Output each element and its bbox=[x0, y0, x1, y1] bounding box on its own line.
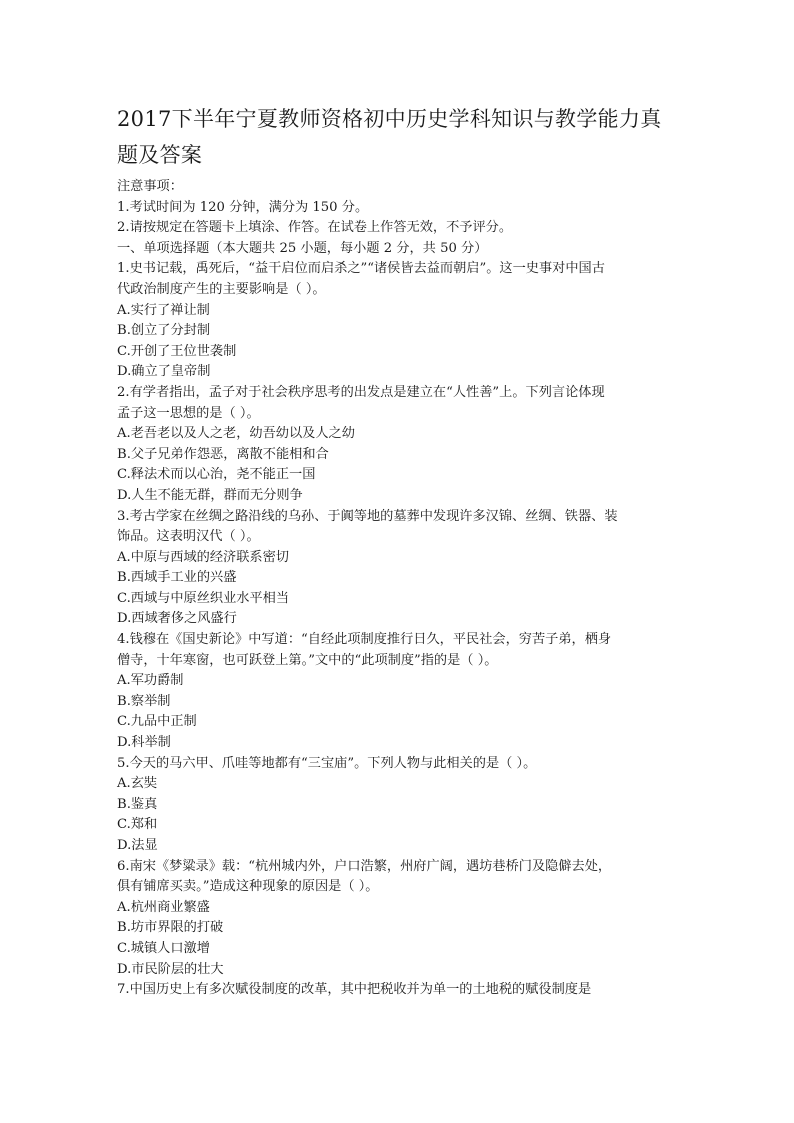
title-line: 题及答案 bbox=[117, 143, 203, 167]
question-7 bbox=[117, 980, 677, 1001]
stem-line: 4.钱穆在《国史新论》中写道：“自经此项制度推行日久，平民社会，穷苦子弟，栖身 bbox=[117, 632, 612, 648]
question-1 bbox=[117, 259, 677, 383]
option-c: C.城镇人口激增 bbox=[117, 940, 210, 956]
document-title bbox=[117, 101, 677, 173]
option-a: A.杭州商业繁盛 bbox=[117, 899, 210, 915]
document-body bbox=[117, 177, 677, 1001]
option-b: B.西域手工业的兴盛 bbox=[117, 570, 237, 586]
stem-line: 代政治制度产生的主要影响是（ ）。 bbox=[117, 281, 326, 297]
option-d: D.人生不能无群，群而无分则争 bbox=[117, 487, 303, 503]
question-stem bbox=[117, 383, 677, 424]
question-3 bbox=[117, 507, 677, 631]
question-6 bbox=[117, 857, 677, 981]
option-c: C.郑和 bbox=[117, 817, 158, 833]
option-b: B.坊市界限的打破 bbox=[117, 920, 224, 936]
option-d: D.科举制 bbox=[117, 735, 171, 751]
stem-line: 5.今天的马六甲、爪哇等地都有“三宝庙”。下列人物与此相关的是（ ）。 bbox=[117, 755, 537, 771]
option-d: D.法显 bbox=[117, 838, 158, 853]
stem-line: 2.有学者指出，孟子对于社会秩序思考的出发点是建立在“人性善”上。下列言论体现 bbox=[117, 384, 605, 400]
question-stem bbox=[117, 754, 677, 775]
question-4 bbox=[117, 630, 677, 754]
option-a: A.实行了禅让制 bbox=[117, 302, 210, 318]
option-c: C.九品中正制 bbox=[117, 714, 197, 730]
stem-line: 7.中国历史上有多次赋役制度的改革，其中把税收并为单一的土地税的赋役制度是 bbox=[117, 982, 592, 998]
option-a: A.老吾老以及人之老，幼吾幼以及人之幼 bbox=[117, 426, 355, 442]
title-line: 2017下半年宁夏教师资格初中历史学科知识与教学能力真 bbox=[117, 107, 662, 131]
option-c: C.开创了王位世袭制 bbox=[117, 343, 237, 359]
option-a: A.军功爵制 bbox=[117, 673, 184, 689]
question-stem bbox=[117, 630, 677, 671]
option-b: B.鉴真 bbox=[117, 796, 158, 812]
stem-line: 僧寺，十年寒窗，也可跃登上第。”文中的“此项制度”指的是（ ）。 bbox=[117, 652, 498, 668]
stem-line: 孟子这一思想的是（ ）。 bbox=[117, 405, 260, 421]
question-stem bbox=[117, 980, 677, 1001]
option-b: B.父子兄弟作怨恶，离散不能相和合 bbox=[117, 446, 329, 462]
option-c: C.释法术而以心治，尧不能正一国 bbox=[117, 467, 316, 483]
notice-item: 2.请按规定在答题卡上填涂、作答。在试卷上作答无效，不予评分。 bbox=[117, 220, 513, 236]
exam-page bbox=[117, 101, 677, 1001]
question-2 bbox=[117, 383, 677, 507]
question-stem bbox=[117, 259, 677, 300]
option-d: D.西域奢侈之风盛行 bbox=[117, 611, 237, 627]
section-heading: 一、单项选择题（本大题共 25 小题，每小题 2 分，共 50 分） bbox=[117, 240, 488, 256]
option-d: D.确立了皇帝制 bbox=[117, 364, 211, 380]
question-5 bbox=[117, 754, 677, 857]
stem-line: 1.史书记载，禹死后，“益干启位而启杀之”“诸侯皆去益而朝启”。这一史事对中国古 bbox=[117, 261, 605, 277]
option-b: B.察举制 bbox=[117, 693, 171, 709]
stem-line: 俱有铺席买卖。”造成这种现象的原因是（ ）。 bbox=[117, 879, 379, 895]
option-a: A.中原与西域的经济联系密切 bbox=[117, 549, 289, 565]
option-a: A.玄奘 bbox=[117, 776, 158, 792]
notice-heading: 注意事项： bbox=[117, 179, 183, 194]
option-b: B.创立了分封制 bbox=[117, 323, 211, 339]
stem-line: 6.南宋《梦粱录》载：“杭州城内外，户口浩繁，州府广阔，遇坊巷桥门及隐僻去处， bbox=[117, 858, 612, 874]
option-d: D.市民阶层的壮大 bbox=[117, 961, 224, 977]
stem-line: 饰品。这表明汉代（ ）。 bbox=[117, 529, 260, 545]
stem-line: 3.考古学家在丝绸之路沿线的乌孙、于阗等地的墓葬中发现许多汉锦、丝绸、铁器、装 bbox=[117, 508, 618, 524]
notice-item: 1.考试时间为 120 分钟，满分为 150 分。 bbox=[117, 199, 369, 215]
question-stem bbox=[117, 507, 677, 548]
option-c: C.西域与中原丝织业水平相当 bbox=[117, 590, 290, 606]
question-stem bbox=[117, 857, 677, 898]
